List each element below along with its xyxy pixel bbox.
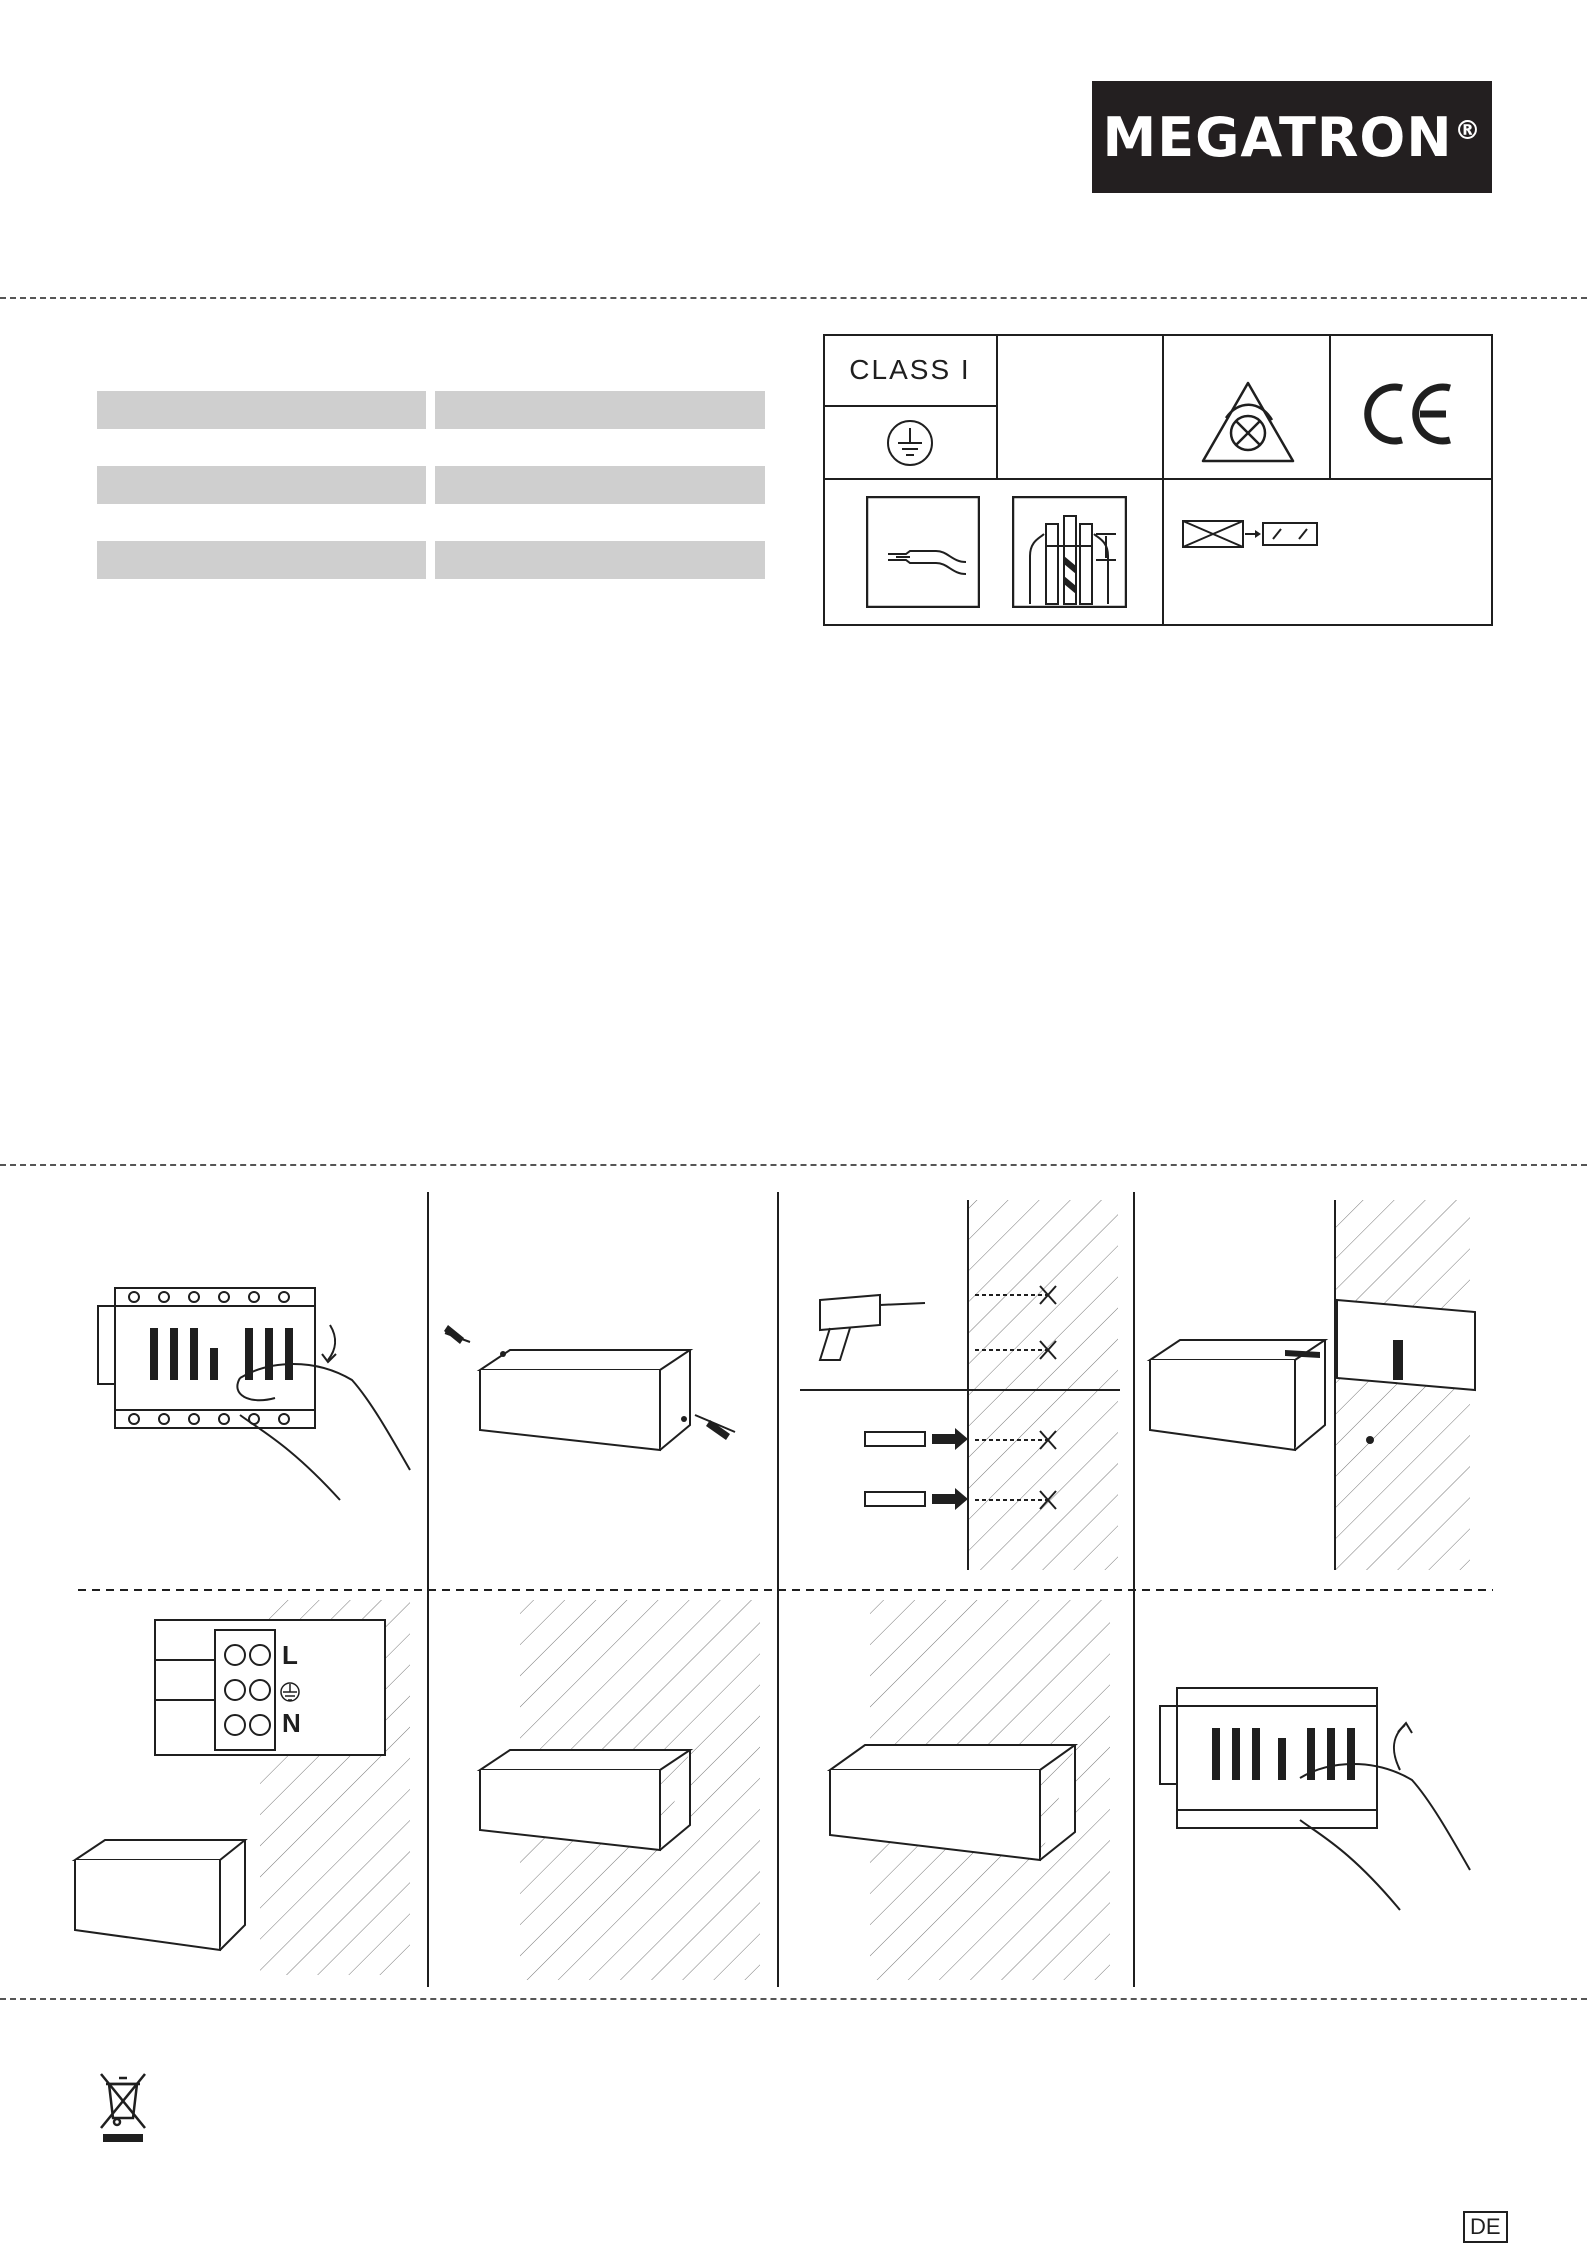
switch-on-fuse-icon bbox=[1150, 1660, 1485, 1930]
registered-mark: ® bbox=[1454, 116, 1482, 146]
class-label: CLASS I bbox=[849, 354, 971, 385]
remove-cover-screws-icon bbox=[440, 1300, 770, 1490]
spec-bar bbox=[97, 466, 426, 504]
spec-bar bbox=[435, 541, 765, 579]
spec-bar bbox=[97, 391, 426, 429]
spec-bar bbox=[435, 466, 765, 504]
switch-off-fuse-icon bbox=[90, 1270, 420, 1520]
protective-earth-icon bbox=[885, 418, 935, 468]
connect-wires-icon bbox=[70, 1600, 420, 1990]
spec-bar bbox=[435, 391, 765, 429]
replace-broken-glass-icon bbox=[1181, 517, 1321, 552]
terminal-label-live: L bbox=[282, 1640, 298, 1670]
divider-bottom bbox=[0, 1998, 1587, 2000]
crossed-out-wheelie-bin-icon bbox=[97, 2070, 152, 2144]
divider-middle bbox=[0, 1164, 1587, 1166]
mounted-lamp-icon bbox=[790, 1600, 1130, 1990]
brand-name: MEGATRON bbox=[1102, 105, 1453, 169]
ce-mark-icon bbox=[1358, 378, 1458, 448]
mount-bracket-icon bbox=[1145, 1200, 1485, 1570]
language-badge: DE bbox=[1463, 2211, 1508, 2243]
brand-logo bbox=[1092, 81, 1492, 193]
drill-holes-icon bbox=[790, 1200, 1130, 1570]
cable-insulation-length-icon bbox=[1012, 496, 1127, 608]
fix-cover-screws-icon bbox=[440, 1600, 770, 1990]
no-cover-with-insulation-icon bbox=[1198, 378, 1298, 468]
divider-top bbox=[0, 297, 1587, 299]
spec-bar bbox=[97, 541, 426, 579]
terminal-label-neutral: N bbox=[282, 1708, 301, 1738]
wire-stripping-icon bbox=[866, 496, 980, 608]
